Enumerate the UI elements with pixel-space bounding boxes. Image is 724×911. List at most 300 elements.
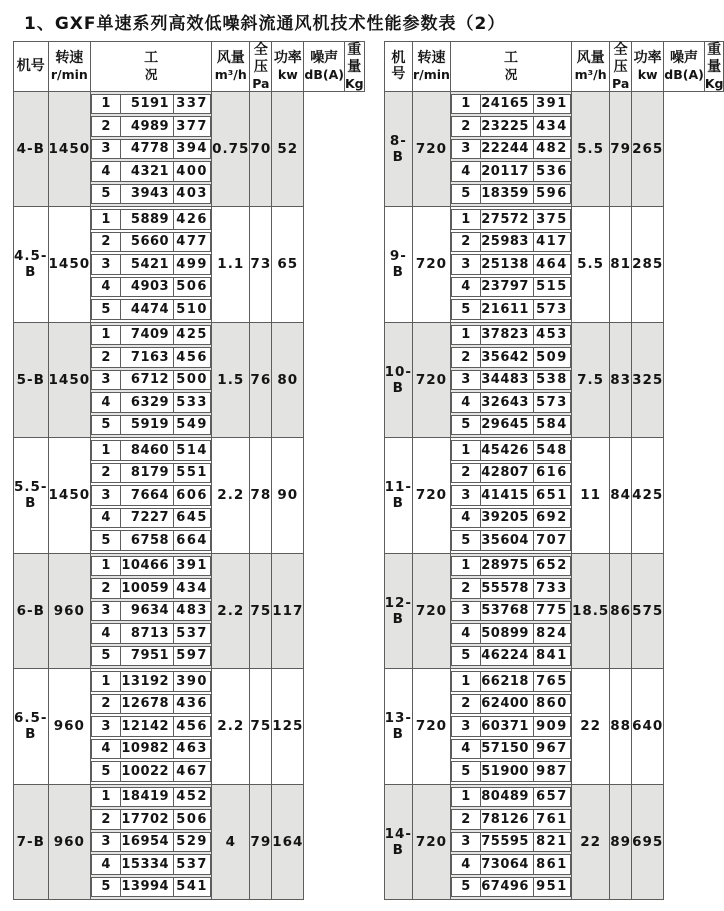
pressure-cell: 391 [174, 556, 211, 577]
condition-cell: 5 [451, 299, 481, 320]
power-cell: 1.5 [212, 322, 250, 438]
pressure-cell: 909 [534, 716, 571, 737]
col-header-power [632, 42, 664, 92]
condition-cell: 3 [451, 370, 481, 391]
block-8-B [384, 91, 724, 207]
pressure-cell: 477 [174, 232, 211, 253]
condition-cell: 2 [451, 694, 481, 715]
pressure-cell: 765 [534, 671, 571, 692]
header-row [384, 42, 724, 92]
condition-cell: 4 [91, 277, 121, 298]
condition-cell: 5 [91, 415, 121, 436]
flow-cell: 10982 [121, 739, 174, 760]
weight-cell: 575 [632, 553, 664, 669]
spec-table-left [13, 41, 365, 900]
pressure-cell: 400 [174, 161, 211, 182]
pressure-cell: 506 [174, 809, 211, 830]
pressure-cell: 538 [534, 370, 571, 391]
condition-cell: 3 [91, 139, 121, 160]
block-4-B [14, 91, 365, 207]
weight-cell: 117 [272, 553, 304, 669]
condition-row [451, 116, 571, 137]
power-cell: 22 [571, 669, 609, 785]
condition-cell: 1 [451, 325, 481, 346]
flow-cell: 17702 [121, 809, 174, 830]
condition-cell: 2 [451, 347, 481, 368]
condition-cell: 3 [91, 716, 121, 737]
pressure-cell: 456 [174, 716, 211, 737]
condition-cell: 4 [451, 277, 481, 298]
condition-cell: 4 [451, 739, 481, 760]
pressure-cell: 390 [174, 671, 211, 692]
condition-cell: 3 [91, 832, 121, 853]
pressure-cell: 549 [174, 415, 211, 436]
col-header-line2: Kg [344, 75, 364, 91]
power-cell: 4 [212, 784, 250, 900]
flow-cell: 5660 [121, 232, 174, 253]
condition-cell: 2 [91, 694, 121, 715]
pressure-cell: 761 [534, 809, 571, 830]
flow-cell: 10022 [121, 761, 174, 782]
condition-cell: 5 [91, 299, 121, 320]
condition-row [451, 299, 571, 320]
power-cell: 22 [571, 784, 609, 900]
weight-cell: 640 [632, 669, 664, 785]
speed-cell: 720 [413, 438, 451, 554]
power-cell: 7.5 [571, 322, 609, 438]
col-header-line2: r/min [50, 67, 88, 83]
flow-cell: 4474 [121, 299, 174, 320]
condition-cell: 3 [451, 601, 481, 622]
col-header-line1: 机号 [16, 57, 45, 74]
flow-cell: 53768 [481, 601, 534, 622]
col-header-condition [91, 42, 212, 92]
pressure-cell: 651 [534, 485, 571, 506]
model-cell: 4-B [14, 91, 49, 207]
flow-cell: 57150 [481, 739, 534, 760]
condition-cell: 3 [91, 601, 121, 622]
pressure-cell: 483 [174, 601, 211, 622]
conditions-grid-cell [91, 207, 212, 323]
pressure-cell: 707 [534, 530, 571, 551]
flow-cell: 6712 [121, 370, 174, 391]
condition-cell: 1 [91, 325, 121, 346]
col-header-noise [304, 42, 345, 92]
noise-cell: 81 [610, 207, 632, 323]
condition-row [91, 578, 211, 599]
condition-cell: 3 [451, 716, 481, 737]
pressure-cell: 514 [174, 440, 211, 461]
pressure-cell: 551 [174, 463, 211, 484]
pressure-cell: 452 [174, 787, 211, 808]
weight-cell: 125 [272, 669, 304, 785]
conditions-grid-cell [91, 553, 212, 669]
weight-cell: 52 [272, 91, 304, 207]
noise-cell: 75 [250, 553, 272, 669]
conditions-grid [451, 438, 571, 553]
flow-cell: 78126 [481, 809, 534, 830]
pressure-cell: 515 [534, 277, 571, 298]
condition-cell: 1 [451, 556, 481, 577]
condition-cell: 5 [451, 877, 481, 898]
noise-cell: 70 [250, 91, 272, 207]
condition-row [451, 646, 571, 667]
condition-row [91, 392, 211, 413]
condition-cell: 2 [451, 232, 481, 253]
condition-cell: 2 [451, 809, 481, 830]
flow-cell: 7664 [121, 485, 174, 506]
condition-cell: 1 [91, 440, 121, 461]
flow-cell: 28975 [481, 556, 534, 577]
col-header-condition [450, 42, 571, 92]
pressure-cell: 841 [534, 646, 571, 667]
block-12-B [384, 553, 724, 669]
pressure-cell: 509 [534, 347, 571, 368]
pressure-cell: 606 [174, 485, 211, 506]
condition-cell: 3 [91, 370, 121, 391]
condition-row [91, 209, 211, 230]
conditions-grid [451, 785, 571, 900]
col-header-flow [571, 42, 609, 92]
condition-row [451, 809, 571, 830]
conditions-grid [451, 92, 571, 207]
condition-row [451, 761, 571, 782]
conditions-grid [451, 323, 571, 438]
condition-row [91, 139, 211, 160]
flow-cell: 73064 [481, 854, 534, 875]
speed-cell: 1450 [48, 91, 91, 207]
flow-cell: 4989 [121, 116, 174, 137]
conditions-grid [91, 669, 211, 784]
col-header-line1: 风量 [216, 50, 245, 67]
condition-row [91, 161, 211, 182]
condition-row [451, 578, 571, 599]
col-header-line1: 工 [503, 50, 518, 67]
col-header-line1: 风量 [576, 50, 605, 67]
condition-row [91, 854, 211, 875]
condition-cell: 1 [91, 671, 121, 692]
condition-row [451, 94, 571, 115]
pressure-cell: 987 [534, 761, 571, 782]
condition-cell: 3 [451, 139, 481, 160]
flow-cell: 37823 [481, 325, 534, 346]
flow-cell: 4903 [121, 277, 174, 298]
flow-cell: 7227 [121, 508, 174, 529]
condition-row [91, 254, 211, 275]
condition-cell: 3 [451, 832, 481, 853]
condition-cell: 4 [451, 623, 481, 644]
condition-row [91, 739, 211, 760]
condition-row [451, 277, 571, 298]
col-header-line1: 转速 [417, 50, 446, 67]
flow-cell: 5421 [121, 254, 174, 275]
pressure-cell: 463 [174, 739, 211, 760]
condition-cell: 2 [451, 116, 481, 137]
condition-cell: 1 [91, 556, 121, 577]
col-header-flow [212, 42, 250, 92]
condition-cell: 5 [451, 530, 481, 551]
condition-row [91, 787, 211, 808]
condition-row [451, 530, 571, 551]
col-header-line2: 况 [504, 67, 518, 83]
pressure-cell: 541 [174, 877, 211, 898]
condition-row [451, 623, 571, 644]
conditions-grid-cell [450, 784, 571, 900]
pressure-cell: 417 [534, 232, 571, 253]
pressure-cell: 548 [534, 440, 571, 461]
pressure-cell: 394 [174, 139, 211, 160]
noise-cell: 84 [610, 438, 632, 554]
flow-cell: 23225 [481, 116, 534, 137]
condition-cell: 5 [91, 761, 121, 782]
col-header-power [272, 42, 304, 92]
conditions-grid-cell [450, 669, 571, 785]
col-header-line2: r/min [413, 67, 450, 83]
condition-row [451, 739, 571, 760]
condition-cell: 1 [451, 787, 481, 808]
condition-row [91, 671, 211, 692]
flow-cell: 32643 [481, 392, 534, 413]
pressure-cell: 860 [534, 694, 571, 715]
condition-cell: 3 [91, 254, 121, 275]
flow-cell: 5889 [121, 209, 174, 230]
model-cell: 10-B [384, 322, 412, 438]
block-13-B [384, 669, 724, 785]
flow-cell: 41415 [481, 485, 534, 506]
flow-cell: 24165 [481, 94, 534, 115]
col-header-line2: Pa [612, 75, 630, 91]
pressure-cell: 529 [174, 832, 211, 853]
block-14-B [384, 784, 724, 900]
flow-cell: 8179 [121, 463, 174, 484]
condition-row [451, 232, 571, 253]
speed-cell: 1450 [48, 438, 91, 554]
noise-cell: 83 [610, 322, 632, 438]
flow-cell: 7951 [121, 646, 174, 667]
pressure-cell: 596 [534, 184, 571, 205]
flow-cell: 7409 [121, 325, 174, 346]
noise-cell: 79 [250, 784, 272, 900]
flow-cell: 21611 [481, 299, 534, 320]
pressure-cell: 467 [174, 761, 211, 782]
condition-row [91, 184, 211, 205]
col-header-noise [664, 42, 705, 92]
noise-cell: 89 [610, 784, 632, 900]
col-header-pressure [610, 42, 632, 92]
col-header-line1: 全压 [613, 42, 628, 75]
power-cell: 2.2 [212, 553, 250, 669]
flow-cell: 25983 [481, 232, 534, 253]
condition-row [451, 347, 571, 368]
condition-cell: 4 [91, 161, 121, 182]
flow-cell: 18359 [481, 184, 534, 205]
condition-row [91, 440, 211, 461]
tables-container [13, 41, 724, 900]
speed-cell: 720 [413, 784, 451, 900]
pressure-cell: 377 [174, 116, 211, 137]
col-header-weight [344, 42, 364, 92]
condition-row [451, 556, 571, 577]
condition-row [91, 370, 211, 391]
weight-cell: 285 [632, 207, 664, 323]
condition-cell: 2 [91, 232, 121, 253]
flow-cell: 62400 [481, 694, 534, 715]
conditions-grid [91, 207, 211, 322]
condition-cell: 4 [451, 161, 481, 182]
flow-cell: 51900 [481, 761, 534, 782]
speed-cell: 960 [48, 784, 91, 900]
condition-row [451, 508, 571, 529]
condition-cell: 5 [91, 184, 121, 205]
conditions-grid-cell [450, 322, 571, 438]
condition-row [451, 440, 571, 461]
conditions-grid-cell [450, 91, 571, 207]
pressure-cell: 436 [174, 694, 211, 715]
conditions-grid [91, 92, 211, 207]
condition-row [451, 325, 571, 346]
spec-table-right [384, 41, 724, 900]
block-6.5-B [14, 669, 365, 785]
col-header-line2: kw [637, 67, 658, 83]
block-9-B [384, 207, 724, 323]
flow-cell: 12678 [121, 694, 174, 715]
pressure-cell: 499 [174, 254, 211, 275]
pressure-cell: 645 [174, 508, 211, 529]
pressure-cell: 337 [174, 94, 211, 115]
flow-cell: 60371 [481, 716, 534, 737]
model-cell: 13-B [384, 669, 412, 785]
model-cell: 5.5-B [14, 438, 49, 554]
col-header-weight [704, 42, 724, 92]
conditions-grid-cell [91, 784, 212, 900]
condition-row [451, 601, 571, 622]
weight-cell: 695 [632, 784, 664, 900]
pressure-cell: 403 [174, 184, 211, 205]
weight-cell: 425 [632, 438, 664, 554]
pressure-cell: 821 [534, 832, 571, 853]
col-header-line1: 重量 [707, 42, 722, 75]
power-cell: 0.75 [212, 91, 250, 207]
block-10-B [384, 322, 724, 438]
flow-cell: 12142 [121, 716, 174, 737]
speed-cell: 720 [413, 553, 451, 669]
model-cell: 4.5-B [14, 207, 49, 323]
pressure-cell: 537 [174, 854, 211, 875]
condition-cell: 3 [91, 485, 121, 506]
condition-cell: 4 [91, 623, 121, 644]
condition-cell: 2 [91, 578, 121, 599]
model-cell: 11-B [384, 438, 412, 554]
col-header-line2: m³/h [214, 67, 247, 83]
model-cell: 14-B [384, 784, 412, 900]
flow-cell: 46224 [481, 646, 534, 667]
condition-row [91, 232, 211, 253]
speed-cell: 960 [48, 669, 91, 785]
condition-cell: 2 [91, 809, 121, 830]
condition-row [91, 716, 211, 737]
flow-cell: 4321 [121, 161, 174, 182]
model-cell: 9-B [384, 207, 412, 323]
condition-cell: 2 [451, 578, 481, 599]
noise-cell: 76 [250, 322, 272, 438]
pressure-cell: 967 [534, 739, 571, 760]
pressure-cell: 537 [174, 623, 211, 644]
flow-cell: 3943 [121, 184, 174, 205]
condition-row [91, 694, 211, 715]
condition-cell: 2 [91, 463, 121, 484]
col-header-speed [413, 42, 451, 92]
pressure-cell: 536 [534, 161, 571, 182]
flow-cell: 42807 [481, 463, 534, 484]
condition-row [451, 209, 571, 230]
condition-cell: 1 [451, 94, 481, 115]
conditions-grid [451, 554, 571, 669]
conditions-grid-cell [450, 553, 571, 669]
flow-cell: 66218 [481, 671, 534, 692]
flow-cell: 27572 [481, 209, 534, 230]
condition-row [451, 254, 571, 275]
page-title: 1、GXF单速系列高效低噪斜流通风机技术性能参数表（2） [24, 14, 506, 34]
condition-row [91, 299, 211, 320]
condition-cell: 1 [451, 671, 481, 692]
col-header-line2: dB(A) [304, 67, 344, 83]
speed-cell: 720 [413, 669, 451, 785]
speed-cell: 1450 [48, 322, 91, 438]
col-header-line2: Kg [704, 75, 724, 91]
noise-cell: 75 [250, 669, 272, 785]
pressure-cell: 951 [534, 877, 571, 898]
pressure-cell: 775 [534, 601, 571, 622]
flow-cell: 34483 [481, 370, 534, 391]
pressure-cell: 510 [174, 299, 211, 320]
pressure-cell: 426 [174, 209, 211, 230]
condition-row [91, 94, 211, 115]
condition-row [91, 325, 211, 346]
pressure-cell: 391 [534, 94, 571, 115]
power-cell: 1.1 [212, 207, 250, 323]
block-5-B [14, 322, 365, 438]
condition-row [451, 485, 571, 506]
flow-cell: 13994 [121, 877, 174, 898]
header-row [14, 42, 365, 92]
flow-cell: 75595 [481, 832, 534, 853]
condition-cell: 4 [91, 739, 121, 760]
condition-row [91, 116, 211, 137]
speed-cell: 960 [48, 553, 91, 669]
pressure-cell: 861 [534, 854, 571, 875]
power-cell: 5.5 [571, 207, 609, 323]
power-cell: 5.5 [571, 91, 609, 207]
conditions-grid [91, 554, 211, 669]
conditions-grid [91, 438, 211, 553]
conditions-grid-cell [91, 322, 212, 438]
flow-cell: 20117 [481, 161, 534, 182]
flow-cell: 5919 [121, 415, 174, 436]
flow-cell: 55578 [481, 578, 534, 599]
pressure-cell: 573 [534, 299, 571, 320]
condition-row [451, 787, 571, 808]
pressure-cell: 652 [534, 556, 571, 577]
col-header-line2: dB(A) [664, 67, 704, 83]
pressure-cell: 500 [174, 370, 211, 391]
noise-cell: 88 [610, 669, 632, 785]
flow-cell: 6758 [121, 530, 174, 551]
condition-row [91, 277, 211, 298]
conditions-grid [91, 785, 211, 900]
condition-cell: 4 [91, 508, 121, 529]
condition-row [91, 347, 211, 368]
condition-cell: 5 [91, 877, 121, 898]
